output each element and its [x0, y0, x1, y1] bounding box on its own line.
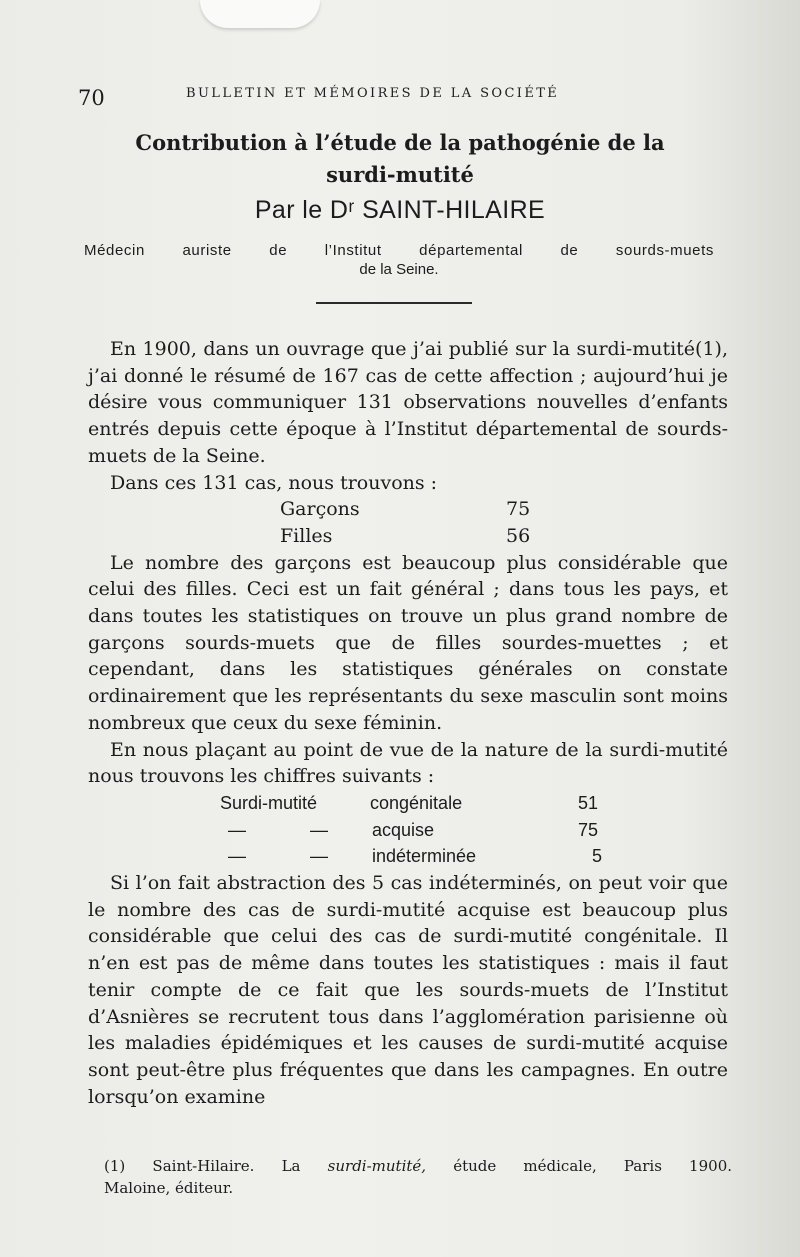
row-value: 75 [578, 819, 599, 840]
row-value: 51 [578, 792, 599, 813]
torn-corner [200, 0, 320, 28]
row-type: indéterminée [372, 846, 477, 867]
row-ditto: — [228, 819, 246, 840]
row-label: Garçons [280, 498, 360, 521]
sex-table [88, 496, 728, 549]
footnote-author: Saint-Hilaire. La [152, 1157, 301, 1175]
table-row [88, 523, 728, 550]
row-ditto: — [310, 846, 328, 867]
table-row [88, 817, 728, 844]
paragraph-3: Le nombre des garçons est beaucoup plus considérable que celui des filles. Ceci est un fait général ; dans tous les pays, et dans toutes les statistiques on trouve un plus grand nombre de garçons sourds-muets que de filles sourdes-muettes ; et cependant, dans les statistiques générales on constate ordinairement que les représentants du sexe masculin sont moins nombreux que ceux du sexe féminin. [88, 551, 728, 734]
paragraph-4: En nous plaçant au point de vue de la nature de la surdi-mutité nous trouvons les chiffres suivants : [88, 738, 728, 788]
paragraph-1: En 1900, dans un ouvrage que j’ai publié sur la surdi-mutité(1), j’ai donné le résumé de 167 cas de cette affection ; aujourd’hui je désire vous communiquer 131 observations nouvelles d’enfants entrés depuis cette époque à l’Institut départemental de sourds-muets de la Seine. [88, 338, 728, 467]
paragraph-5: Si l’on fait abstraction des 5 cas indéterminés, on peut voir que le nombre des cas de surdi-mutité acquise est beaucoup plus considérable que celui des cas de surdi-mutité congénitale. Il n’en est pas de même dans toutes les statistiques : mais il faut tenir compte de ce fait que les sourds-muets de l’Institut d’Asnières se recrutent tous dans l’agglomération parisienne où les maladies épidémiques et les causes de surdi-mutité acquise sont peut-être plus fréquentes que dans les campagnes. En outre lorsqu’on examine [88, 871, 728, 1108]
nature-table [88, 790, 728, 870]
footnote-work-title: surdi-mutité, [327, 1157, 427, 1175]
table-row [88, 790, 728, 817]
title-line-2: surdi-mutité [326, 162, 474, 187]
row-value: 56 [506, 524, 531, 547]
row-value: 5 [592, 846, 603, 867]
footnote-details: étude médicale, Paris 1900. [453, 1157, 733, 1175]
title-line-1: Contribution à l’étude de la pathogénie de la [135, 130, 665, 155]
paragraph-2: Dans ces 131 cas, nous trouvons : [110, 471, 438, 494]
table-row [88, 843, 728, 870]
page-number: 70 [78, 86, 105, 110]
affiliation-line-2: de la Seine. [359, 261, 439, 278]
footnote-line-1 [104, 1155, 732, 1177]
running-title: BULLETIN ET MÉMOIRES DE LA SOCIÉTÉ [186, 86, 560, 101]
footnote-publisher: Maloine, éditeur. [104, 1179, 234, 1197]
author-line: Par le Dʳ SAINT-HILAIRE [254, 196, 546, 224]
row-ditto: — [310, 819, 328, 840]
footnote [104, 1155, 732, 1199]
footnote-marker: (1) [104, 1157, 126, 1175]
article-title [60, 127, 740, 191]
running-header [0, 80, 800, 110]
row-value: 75 [506, 498, 531, 521]
row-label: Filles [280, 524, 333, 547]
row-type: congénitale [370, 792, 463, 813]
row-label: Surdi-mutité [220, 792, 318, 813]
author-affiliation [84, 241, 714, 279]
affiliation-line-1: Médecin auriste de l’Institut départemental de sourds-muets [84, 242, 714, 259]
title-divider [316, 302, 472, 304]
row-ditto: — [228, 846, 246, 867]
article-body [88, 336, 728, 1110]
table-row [88, 496, 728, 523]
row-type: acquise [372, 819, 435, 840]
